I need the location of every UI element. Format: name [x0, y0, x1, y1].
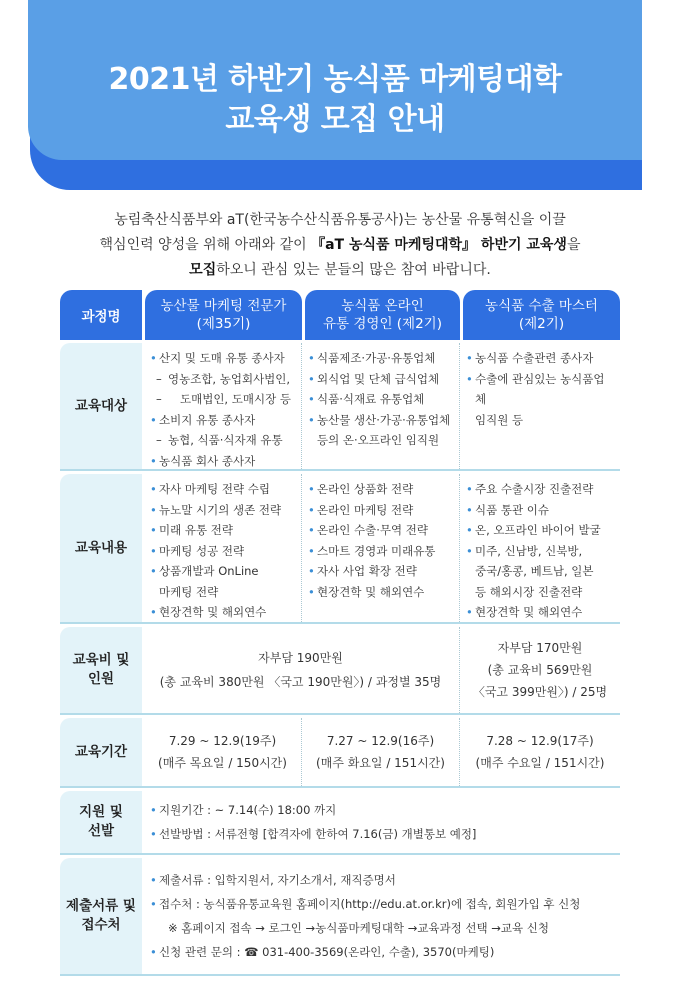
fee-course-3-line2: (총 교육비 569만원: [487, 663, 593, 677]
list-item: • 현장견학 및 해외연수: [466, 602, 614, 623]
intro-line-3a: 모집: [189, 262, 217, 278]
list-item: • 접수처 : 농식품유통교육원 홈페이지(http://edu.at.or.kr)에 접속, 회원가입 후 신청: [150, 892, 580, 916]
fee-course-3-line3: 〈국고 399만원〉) / 25명: [472, 685, 608, 699]
content-course-1: [142, 474, 302, 622]
row-submit: [60, 858, 620, 976]
list-item: • 농식품 수출관련 종사자: [466, 348, 614, 369]
period-course-2-line1: 7.27 ~ 12.9(16주): [326, 734, 435, 748]
list-item: 마케팅 전략: [159, 584, 219, 599]
list-item: • 농식품 회사 종사자: [150, 451, 295, 472]
intro-line-2a: 핵심인력 양성을 위해 아래와 같이: [99, 237, 312, 253]
list-item: • 식품제조·가공·유통업체: [308, 348, 453, 369]
row-target: [60, 343, 620, 471]
intro-text: [40, 208, 640, 283]
title-line-2: 교육생 모집 안내: [225, 102, 445, 137]
header-course-3-line1: 농식품 수출 마스터: [485, 298, 598, 314]
course-table: [60, 290, 620, 976]
header-course-2-line2: 유통 경영인 (제2기): [323, 316, 442, 332]
content-course-3: [460, 474, 620, 622]
row-content: [60, 474, 620, 624]
list-item: – 도매법인, 도매시장 등: [150, 389, 295, 410]
header-course-2: [305, 290, 460, 340]
target-course-3: [460, 343, 620, 469]
list-item: 등의 온·오프라인 임직원: [317, 433, 440, 447]
list-item: • 제출서류 : 입학지원서, 자기소개서, 재직증명서: [150, 868, 580, 892]
list-item: • 자사 마케팅 전략 수립: [150, 479, 295, 500]
row-period: [60, 718, 620, 788]
list-item: • 신청 관련 문의 : ☎ 031-400-3569(온라인, 수출), 3570(마케팅): [150, 940, 580, 964]
list-item: • 수출에 관심있는 농식품업체: [466, 369, 614, 410]
list-item: • 식품·식재료 유통업체: [308, 389, 453, 410]
list-item: • 마케팅 성공 전략: [150, 541, 295, 562]
target-course-1: [142, 343, 302, 469]
header-course-3-line2: (제2기): [518, 316, 565, 332]
row-label-submit: [60, 858, 142, 974]
period-course-1-line1: 7.29 ~ 12.9(19주): [168, 734, 277, 748]
row-label-selection-line2: 선발: [87, 823, 115, 839]
intro-line-1: 농림축산식품부와 aT(한국농수산식품유통공사)는 농산물 유통혁신을 이끌: [114, 212, 566, 228]
table-header-row: [60, 290, 620, 340]
list-item: • 산지 및 도매 유통 종사자: [150, 348, 295, 369]
title-line-1: 2021년 하반기 농식품 마케팅대학: [108, 62, 562, 97]
header-course-1-line1: 농산물 마케팅 전문가: [160, 298, 287, 314]
list-item: • 외식업 및 단체 급식업체: [308, 369, 453, 390]
row-label-fee-line2: 인원: [87, 671, 115, 687]
list-item: • 현장견학 및 해외연수: [150, 602, 295, 623]
row-label-submit-line2: 접수처: [81, 917, 121, 933]
list-item: • 식품 통관 이슈: [466, 500, 614, 521]
header-course-3: [463, 290, 620, 340]
list-item: • 온라인 상품화 전략: [308, 479, 453, 500]
list-item: • 스마트 경영과 미래유통: [308, 541, 453, 562]
list-item: • 현장견학 및 해외연수: [308, 582, 453, 603]
selection-info: [142, 791, 620, 853]
list-item: • 자사 사업 확장 전략: [308, 561, 453, 582]
period-course-3-line2: (매주 수요일 / 151시간): [475, 756, 605, 770]
row-label-selection-line1: 지원 및: [79, 804, 123, 820]
fee-course-3-line1: 자부담 170만원: [497, 641, 583, 655]
list-item: • 미래 유통 전략: [150, 520, 295, 541]
list-item: • 주요 수출시장 진출전략: [466, 479, 614, 500]
row-fee: [60, 627, 620, 715]
fee-course-1-2: [142, 627, 460, 713]
period-course-3-line1: 7.28 ~ 12.9(17주): [486, 734, 594, 748]
fee-course-1-2-line1: 자부담 190만원: [258, 651, 343, 665]
list-item: • 농산물 생산·가공·유통업체: [308, 410, 453, 431]
period-course-1-line2: (매주 목요일 / 150시간): [158, 756, 287, 770]
header-course-1: [145, 290, 302, 340]
list-item: • 상품개발과 OnLine: [150, 561, 295, 582]
target-course-2: [302, 343, 460, 469]
period-course-1: [142, 718, 302, 786]
period-course-2-line2: (매주 화요일 / 151시간): [316, 756, 445, 770]
row-label-selection: [60, 791, 142, 853]
list-item: 등 해외시장 진출전략: [475, 584, 583, 599]
intro-line-2c: 을: [566, 237, 581, 253]
list-item: – 영농조합, 농업회사법인,: [150, 369, 295, 390]
list-item: • 온라인 수출·무역 전략: [308, 520, 453, 541]
list-item: 중국/홍콩, 베트남, 일본: [475, 564, 594, 578]
intro-line-2: [40, 233, 640, 258]
intro-line-2b: 『aT 농식품 마케팅대학』 하반기 교육생: [311, 237, 567, 253]
period-course-2: [302, 718, 460, 786]
intro-line-3: [40, 258, 640, 283]
page-title: [28, 60, 642, 140]
list-item: – 농협, 식품·식자재 유통: [150, 430, 295, 451]
period-course-3: [460, 718, 620, 786]
content-course-2: [302, 474, 460, 622]
row-label-target: 교육대상: [60, 343, 142, 469]
list-item: • 미주, 신남방, 신북방,: [466, 541, 614, 562]
list-item: 임직원 등: [475, 412, 524, 427]
submit-info: [142, 858, 620, 974]
fee-course-3: [460, 627, 620, 713]
header-course-1-line2: (제35기): [196, 316, 251, 332]
list-item: • 온라인 마케팅 전략: [308, 500, 453, 521]
list-item: • 뉴노말 시기의 생존 전략: [150, 500, 295, 521]
row-label-period: 교육기간: [60, 718, 142, 786]
fee-course-1-2-line2: (총 교육비 380만원 〈국고 190만원〉) / 과정별 35명: [159, 675, 442, 689]
list-item: ※ 홈페이지 접속 → 로그인 →농식품마케팅대학 →교육과정 선택 →교육 신청: [168, 921, 550, 935]
header-banner: [0, 0, 680, 200]
row-label-fee-line1: 교육비 및: [72, 652, 130, 668]
list-item: • 온, 오프라인 바이어 발굴: [466, 520, 614, 541]
row-label-content: 교육내용: [60, 474, 142, 622]
list-item: • 소비지 유통 종사자: [150, 410, 295, 431]
list-item: • 지원기간 : ~ 7.14(수) 18:00 까지: [150, 798, 476, 822]
row-label-submit-line1: 제출서류 및: [66, 898, 136, 914]
list-item: • 선발방법 : 서류전형 [합격자에 한하여 7.16(금) 개별통보 예정]: [150, 822, 476, 846]
row-selection: [60, 791, 620, 855]
header-course-2-line1: 농식품 온라인: [341, 298, 424, 314]
intro-line-3b: 하오니 관심 있는 분들의 많은 참여 바랍니다.: [216, 262, 491, 278]
row-label-fee: [60, 627, 142, 713]
header-course-name: 과정명: [60, 290, 142, 340]
